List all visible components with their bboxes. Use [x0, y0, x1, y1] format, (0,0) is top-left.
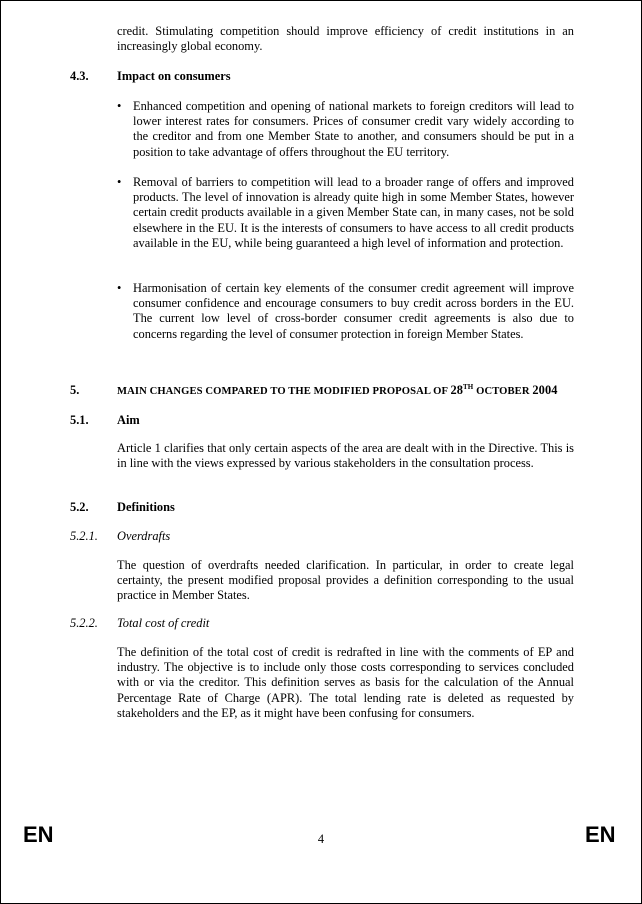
section-5-2-2-title: Total cost of credit: [117, 616, 210, 630]
bullet-icon: •: [117, 281, 122, 295]
section-5-number: 5.: [70, 383, 80, 397]
section-5-2-2-number: 5.2.2.: [70, 616, 98, 630]
section-5-title: MAIN CHANGES COMPARED TO THE MODIFIED PROPOSAL OF 28TH OCTOBER 2004: [117, 383, 558, 397]
bullet-icon: •: [117, 175, 122, 189]
footer-language-left: EN: [23, 822, 54, 847]
bullet-item: [117, 281, 574, 342]
bullet-text: Removal of barriers to competition will lead to a broader range of offers and improved products. The level of innovation is already quite high in some Member States, however certain credit products available in a given Member State can, in many cases, not be sold elsewhere in the EU. It is the interests of consumers to have access to all credit products available in the EU, while being guaranteed a high level of information and protection.: [133, 175, 574, 250]
section-5-2-title: Definitions: [117, 500, 175, 514]
section-5-1-title: Aim: [117, 413, 140, 427]
section-5-2-1-number: 5.2.1.: [70, 529, 98, 543]
section-5-1-text: Article 1 clarifies that only certain aspects of the area are dealt with in the Directive. This is in line with the views expressed by various stakeholders in the consultation process.: [117, 441, 574, 471]
intro-continuation: credit. Stimulating competition should improve efficiency of credit institutions in an increasingly global economy.: [117, 24, 574, 54]
section-5-2-1-text: The question of overdrafts needed clarification. In particular, in order to create legal certainty, the present modified proposal provides a definition corresponding to the usual practice in Member States.: [117, 558, 574, 603]
section-4-3-title: Impact on consumers: [117, 69, 231, 83]
section-4-3-number: 4.3.: [70, 69, 89, 83]
section-5-2-2-text: The definition of the total cost of credit is redrafted in line with the comments of EP and industry. The objective is to include only those costs corresponding to services concluded with or via the creditor. This definition serves as basis for the calculation of the Annual Percentage Rate of Charge (APR). The total lending rate is deleted as requested by stakeholders and the EP, as it might have been confusing for consumers.: [117, 645, 574, 720]
page-number: 4: [317, 832, 325, 846]
footer-language-right: EN: [585, 822, 616, 847]
bullet-item: [117, 175, 574, 251]
section-5-2-1-title: Overdrafts: [117, 529, 171, 543]
bullet-icon: •: [117, 99, 122, 113]
section-5-2-number: 5.2.: [70, 500, 89, 514]
section-5-1-number: 5.1.: [70, 413, 89, 427]
bullet-text: Harmonisation of certain key elements of the consumer credit agreement will improve consumer confidence and encourage consumers to buy credit across borders in the EU. The current low level of cross-border consumer credit agreements is also due to concerns regarding the level of consumer protection in foreign Member States.: [133, 281, 574, 341]
bullet-item: [117, 99, 574, 160]
bullet-text: Enhanced competition and opening of national markets to foreign creditors will lead to lower interest rates for consumers. Prices of consumer credit vary widely according to the creditor and from one Member State to another, and consumers should be put in a position to take advantage of offers throughout the EU territory.: [133, 99, 574, 159]
